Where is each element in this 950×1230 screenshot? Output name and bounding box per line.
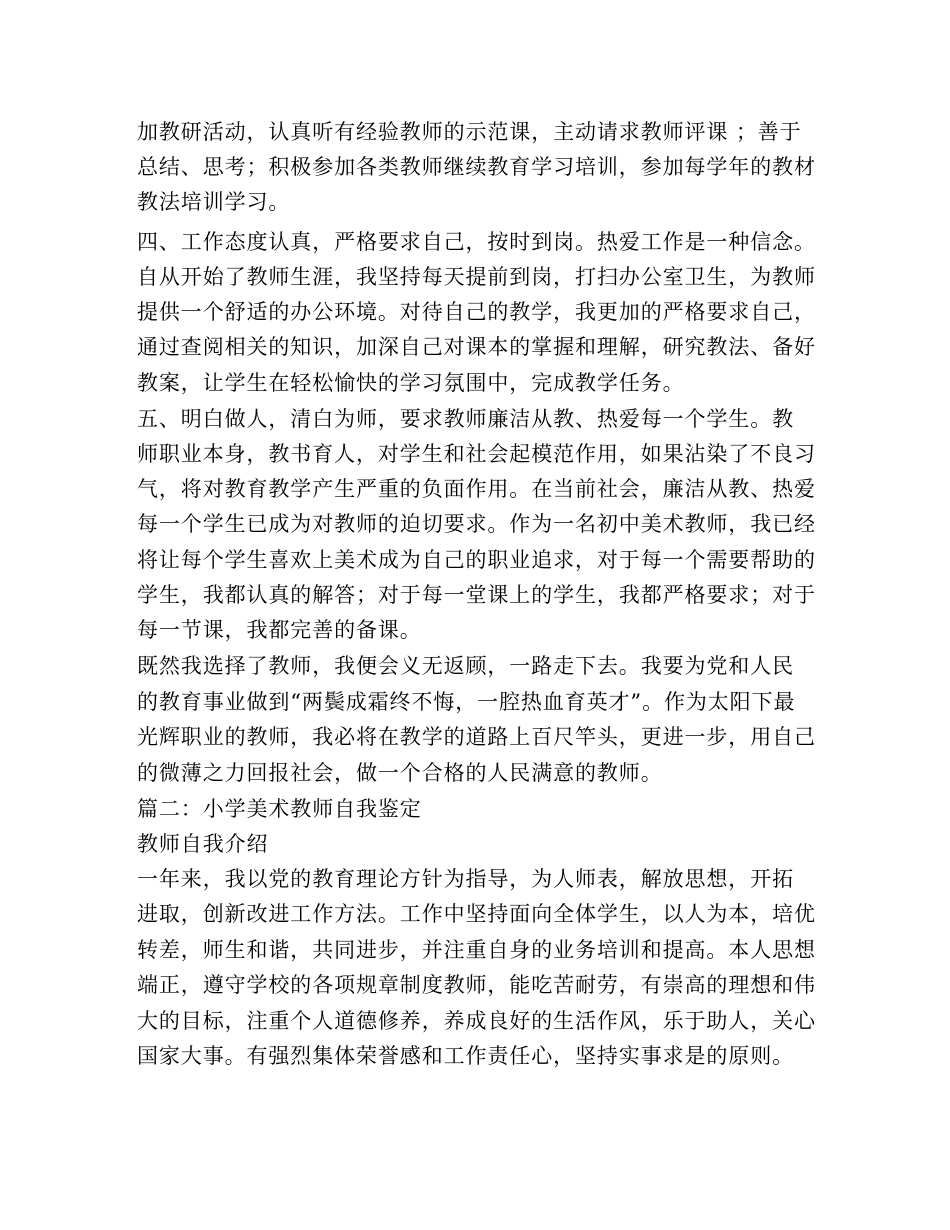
text-line: 自从开始了教师生涯，我坚持每天提前到岗，打扫办公室卫生，为教师 — [137, 265, 816, 289]
text-line: 端正，遵守学校的各项规章制度教师，能吃苦耐劳，有崇高的理想和伟 — [137, 973, 816, 997]
text-line: 国家大事。有强烈集体荣誉感和工作责任心，坚持实事求是的原则。 — [137, 1044, 794, 1068]
section-heading: 篇二：小学美术教师自我鉴定 — [137, 797, 422, 821]
text-line: 的教育事业做到“两鬓成霜终不悔，一腔热血育英才”。作为太阳下最 — [137, 690, 796, 714]
text-line: 气，将对教育教学产生严重的负面作用。在当前社会，廉洁从教、热爱 — [137, 477, 816, 501]
text-line: 的微薄之力回报社会，做一个合格的人民满意的教师。 — [137, 761, 663, 785]
text-line: 进取，创新改进工作方法。工作中坚持面向全体学生，以人为本，培优 — [137, 902, 816, 926]
text-line: 光辉职业的教师，我必将在教学的道路上百尺竿头，更进一步，用自己 — [137, 725, 816, 749]
text-line: 提供一个舒适的办公环境。对待自己的教学，我更加的严格要求自己， — [137, 300, 816, 324]
text-line: 大的目标，注重个人道德修养，养成良好的生活作风，乐于助人，关心 — [137, 1009, 816, 1033]
text-line: 每一个学生已成为对教师的迫切要求。作为一名初中美术教师，我已经 — [137, 512, 816, 536]
text-line: 教法培训学习。 — [137, 190, 291, 214]
text-line: 总结、思考；积极参加各类教师继续教育学习培训，参加每学年的教材 — [137, 155, 816, 179]
text-line: 教案，让学生在轻松愉快的学习氛围中，完成教学任务。 — [137, 371, 685, 395]
text-line: 五、明白做人，清白为师，要求教师廉洁从教、热爱每一个学生。教 — [137, 407, 794, 431]
text-line: 加教研活动，认真听有经验教师的示范课，主动请求教师评课 ；善于 — [137, 120, 802, 144]
text-line: 师职业本身，教书育人，对学生和社会起模范作用，如果沾染了不良习 — [137, 442, 816, 466]
text-line: 通过查阅相关的知识，加深自己对课本的掌握和理解，研究教法、备好 — [137, 335, 816, 359]
text-line: 既然我选择了教师，我便会义无返顾，一路走下去。我要为党和人民 — [137, 654, 794, 678]
text-line: 每一节课，我都完善的备课。 — [137, 618, 422, 642]
text-line: 学生，我都认真的解答；对于每一堂课上的学生，我都严格要求；对于 — [137, 583, 816, 607]
text-line: 一年来，我以党的教育理论方针为指导，为人师表，解放思想，开拓 — [137, 867, 794, 891]
text-line: 转差，师生和谐，共同进步，并注重自身的业务培训和提高。本人思想 — [137, 938, 816, 962]
text-line: 将让每个学生喜欢上美术成为自己的职业追求，对于每一个需要帮助的 — [137, 548, 816, 572]
subheading: 教师自我介绍 — [137, 832, 269, 856]
text-line: 四、工作态度认真，严格要求自己，按时到岗。热爱工作是一种信念。 — [137, 230, 816, 254]
